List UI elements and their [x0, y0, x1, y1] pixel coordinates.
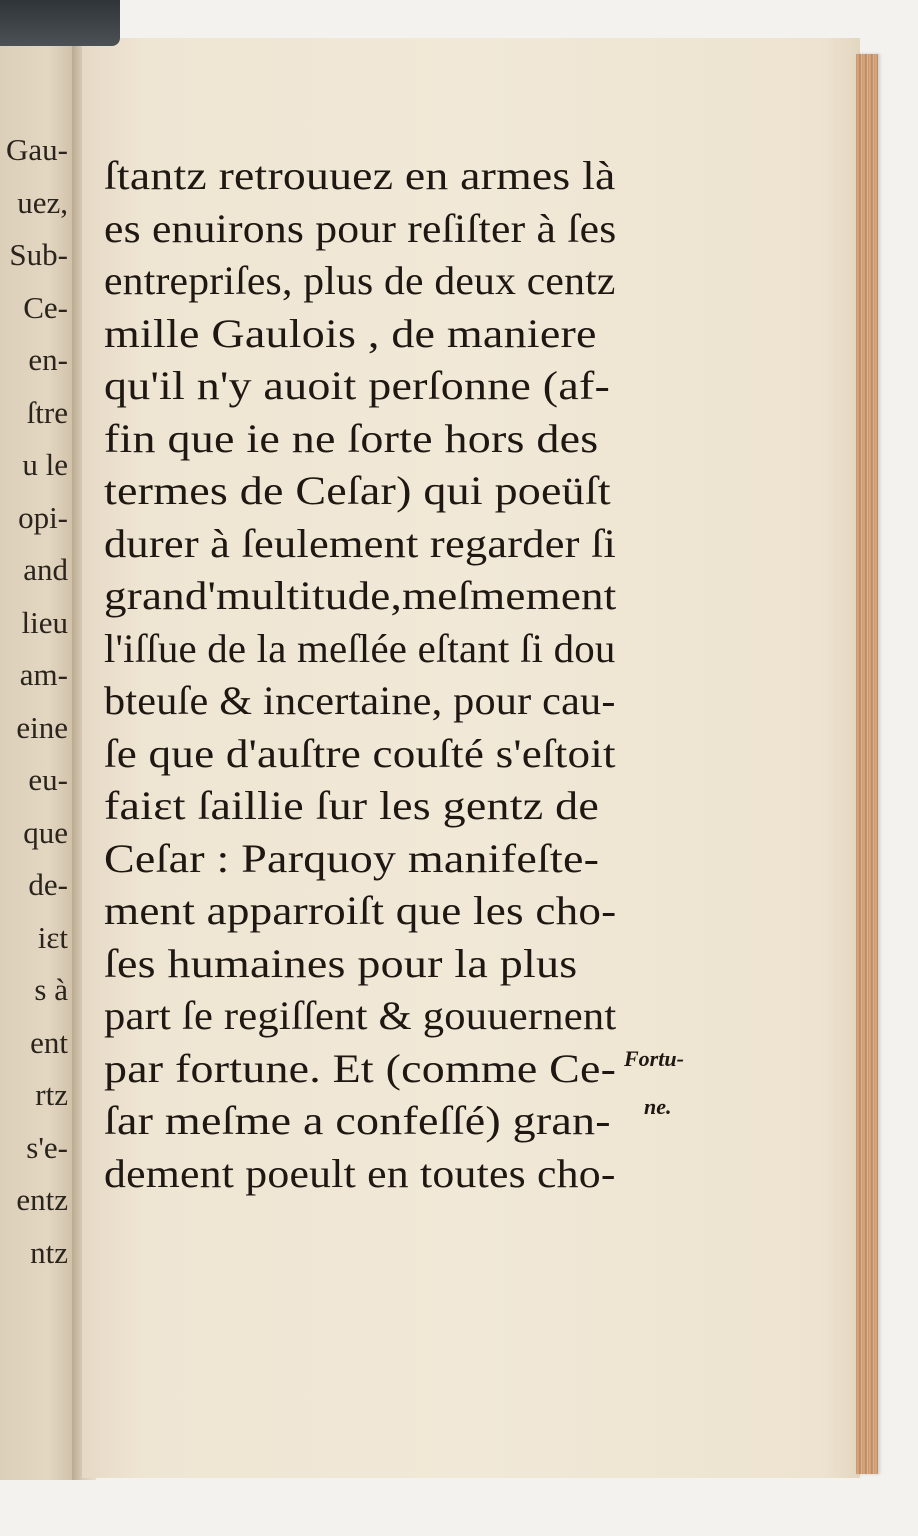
text-line: es enuirons pour reſiſter à ſes	[104, 205, 617, 251]
text-line: entrepriſes, plus de deux centz	[104, 258, 616, 303]
text-line: Ceſar : Parquoy manifeſte-	[104, 835, 600, 881]
facing-page-fragment: Gau-	[6, 132, 68, 167]
facing-page-fragment: eine	[16, 709, 68, 745]
binding-cover	[0, 0, 120, 46]
text-line: grand'multitude,meſmement	[104, 573, 617, 618]
text-line: mille Gaulois , de maniere	[104, 310, 597, 356]
text-line: ſar meſme a confeſſé) gran-	[104, 1098, 611, 1143]
facing-page-fragment: en-	[28, 342, 68, 377]
text-line: durer à ſeulement regarder ſi	[104, 520, 617, 566]
facing-page-fragment: Sub-	[9, 237, 68, 272]
facing-page-fragment: eu-	[28, 762, 68, 797]
facing-page-fragment: ntz	[30, 1234, 68, 1270]
facing-page-fragment: iɛt	[37, 919, 68, 955]
facing-page-fragment: que	[23, 814, 68, 850]
facing-page-fragment: entz	[16, 1182, 68, 1217]
facing-page-fragment: rtz	[35, 1077, 68, 1112]
facing-page-fragment: s'e-	[26, 1129, 68, 1165]
text-line: part ſe regiſſent & gouuernent	[104, 993, 617, 1038]
facing-page-fragment: de-	[28, 867, 68, 902]
text-line: faiɛt ſaillie ſur les gentz de	[104, 783, 599, 828]
text-line: l'iſſue de la meſlée eſtant ſi dou	[104, 625, 616, 671]
facing-page-fragment: and	[23, 552, 68, 587]
text-line: par fortune. Et (comme Ce-	[104, 1045, 617, 1091]
facing-page-fragment: lieu	[21, 604, 68, 640]
text-line: dement poeult en toutes cho-	[104, 1150, 616, 1196]
margin-note-line-1: Fortu-	[624, 1046, 684, 1071]
text-line: ſes humaines pour la plus	[104, 940, 578, 986]
text-line: ſe que d'auſtre couſté s'eſtoit	[104, 730, 616, 776]
facing-page-fragment: ſtre	[26, 394, 68, 430]
text-line: termes de Ceſar) qui poeüſt	[104, 468, 611, 513]
facing-page-fragment: am-	[19, 657, 68, 692]
facing-page-fragment: ent	[30, 1024, 68, 1060]
facing-page-fragment: Ce-	[23, 289, 68, 325]
facing-page-fragment: s à	[34, 972, 68, 1007]
facing-page-fragment: u le	[22, 447, 68, 482]
text-line: ſtantz retrouuez en armes là	[104, 153, 616, 198]
text-line: qu'il n'y auoit perſonne (af-	[104, 363, 611, 408]
facing-page-fragment: uez,	[17, 184, 68, 220]
facing-page-fragment: opi-	[18, 499, 68, 535]
text-line: fin que ie ne ſorte hors des	[104, 415, 599, 461]
facing-page-left	[0, 40, 80, 1480]
text-line: ment apparroiſt que les cho-	[104, 888, 617, 933]
text-line: bteuſe & incertaine, pour cau-	[104, 678, 616, 723]
page-edges	[856, 54, 878, 1474]
margin-note-line-2: ne.	[644, 1094, 672, 1119]
